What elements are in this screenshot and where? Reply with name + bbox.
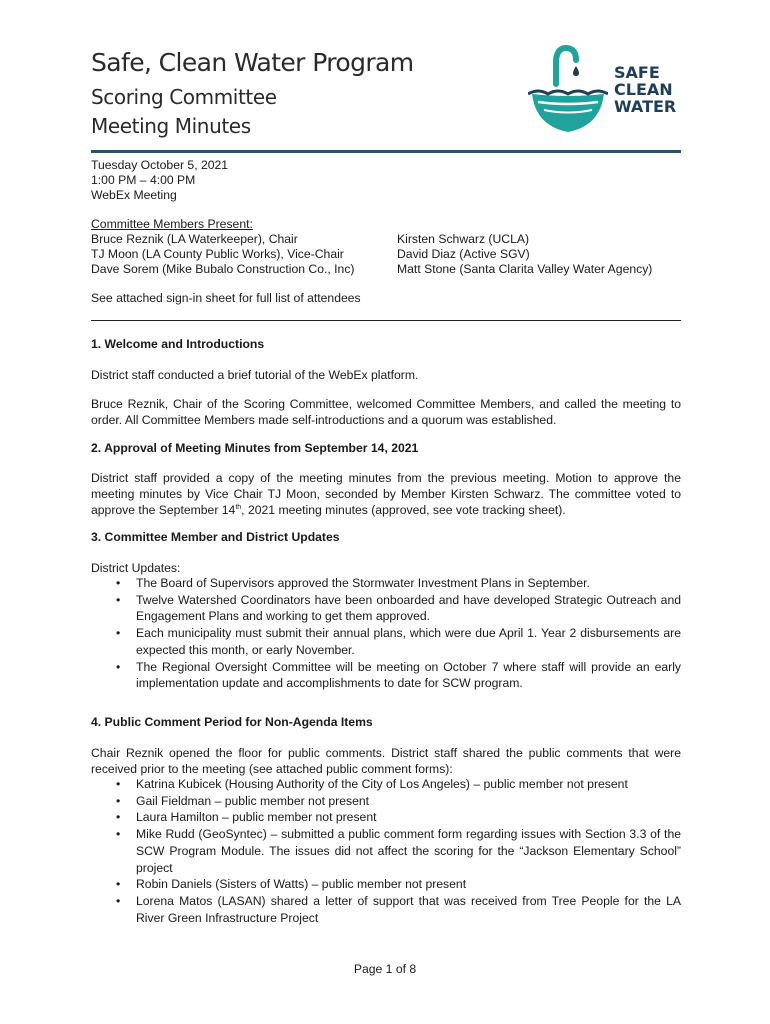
list-item: • Robin Daniels (Sisters of Watts) – public member not present [91,876,681,893]
list-item: • Lorena Matos (LASAN) shared a letter of support that was received from Tree People for the LA River Green Infrastructure Project [91,893,681,926]
public-comments-list [91,776,681,926]
list-item: • The Board of Supervisors approved the Stormwater Investment Plans in September. [91,575,681,592]
attendee-right: Matt Stone (Santa Clarita Valley Water Agency) [397,262,653,276]
document-title: Safe, Clean Water Program [91,48,414,77]
document-subtitle: Scoring Committee [91,85,277,109]
section-2-paragraph [91,470,681,518]
header-divider [91,150,681,153]
section-3-heading: 3. Committee Member and District Updates [91,530,340,544]
list-item: • Each municipality must submit their annual plans, which were due April 1. Year 2 disbursements are expected this month, or early November. [91,625,681,658]
section-4-paragraph: Chair Reznik opened the floor for public comments. District staff shared the public comments that were received prior to the meeting (see attached public comment forms): [91,746,681,776]
section-1-paragraph: Bruce Reznik, Chair of the Scoring Committee, welcomed Committee Members, and called the meeting to order. All Committee Members made self-introductions and a quorum was established. [91,397,681,427]
logo-text-clean: CLEAN [614,80,673,99]
page-number: Page 1 of 8 [353,962,417,976]
safe-clean-water-logo [528,44,688,140]
attendee-right: David Diaz (Active SGV) [397,247,530,261]
ordinal-suffix: th [235,503,242,511]
section-2-text-b: , 2021 meeting minutes (approved, see vote tracking sheet). [241,503,566,517]
signin-note: See attached sign-in sheet for full list of attendees [91,291,361,305]
attendee-left: TJ Moon (LA County Public Works), Vice-Chair [91,247,344,261]
attendee-right: Kirsten Schwarz (UCLA) [397,232,530,246]
list-item: • Katrina Kubicek (Housing Authority of the City of Los Angeles) – public member not present [91,776,681,793]
section-2-heading: 2. Approval of Meeting Minutes from September 14, 2021 [91,441,419,455]
district-updates-label: District Updates: [91,561,181,575]
meeting-time: 1:00 PM – 4:00 PM [91,173,196,187]
list-item: • Mike Rudd (GeoSyntec) – submitted a public comment form regarding issues with Section 3.3 of the SCW Program Module. The issues did not affect the scoring for the “Jackson Elementary School” project [91,826,681,876]
document-subtitle-2: Meeting Minutes [91,114,251,138]
attendee-left: Bruce Reznik (LA Waterkeeper), Chair [91,232,298,246]
section-2-text-a: District staff provided a copy of the meeting minutes from the previous meeting. Motion to approve the meeting minutes by Vice Chair TJ Moon, seconded by Member Kirsten Schwarz. The committee voted to approve the September 14 [91,471,681,517]
logo-text-water: WATER [614,97,677,116]
list-item: • Gail Fieldman – public member not present [91,793,681,810]
district-updates-list [91,575,681,692]
section-1-heading: 1. Welcome and Introductions [91,337,265,351]
section-1-paragraph: District staff conducted a brief tutorial of the WebEx platform. [91,368,419,382]
meeting-date: Tuesday October 5, 2021 [91,158,229,172]
attendee-left: Dave Sorem (Mike Bubalo Construction Co., Inc) [91,262,355,276]
section-divider [91,320,681,321]
meeting-location: WebEx Meeting [91,188,177,202]
umbrella-water-drop-icon [528,44,608,140]
list-item: • Twelve Watershed Coordinators have been onboarded and have developed Strategic Outreach and Engagement Plans and working to get them approved. [91,592,681,625]
section-4-heading: 4. Public Comment Period for Non-Agenda Items [91,715,373,729]
attendees-heading: Committee Members Present: [91,217,253,231]
list-item: • Laura Hamilton – public member not present [91,809,681,826]
logo-text-safe: SAFE [614,63,660,82]
list-item: • The Regional Oversight Committee will be meeting on October 7 where staff will provide an early implementation update and accomplishments to date for SCW program. [91,659,681,692]
